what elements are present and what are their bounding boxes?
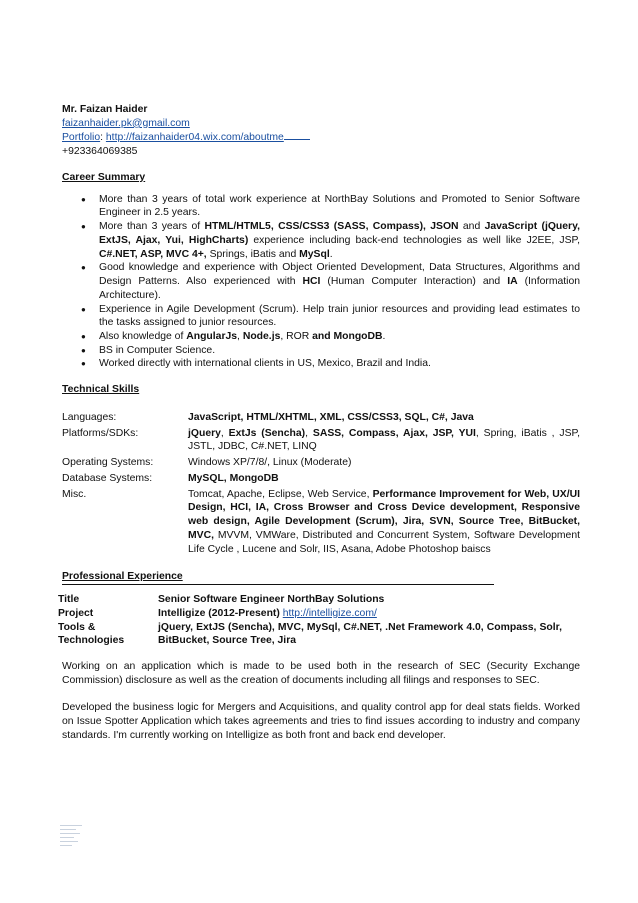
text-run: Experience in Agile Development (Scrum). Help train junior resources and providing lead estimates to the tasks assigned to junior resources. (99, 303, 580, 329)
career-summary-heading: Career Summary (62, 171, 146, 183)
skill-value (188, 472, 580, 488)
technical-skills-table (62, 411, 580, 558)
bold-text-run: HCI (302, 276, 321, 288)
job-project-value: Intelligize (2012-Present) (158, 607, 283, 619)
bold-text-run: Performance Improvement for Web, UX/UI Design, HCI, IA, Cross Browser and Cross Device development, Responsive web design, Agile Development (Scrum), Jira, SVN, Source Tree, BitBucket, MVC, (188, 488, 580, 541)
candidate-name: Mr. Faizan Haider (62, 104, 148, 115)
text-run: , (305, 427, 313, 439)
email-link[interactable]: faizanhaider.pk@gmail.com (62, 117, 190, 129)
text-run: and (458, 221, 485, 233)
text-run: , Spring, iBatis , JSP, JSTL, JDBC, C#.NET, LINQ (188, 427, 581, 453)
skill-label: Platforms/SDKs: (62, 427, 139, 439)
job-tools-row (58, 621, 562, 648)
text-run: Also knowledge of (99, 331, 187, 343)
bold-text-run: ExtJs (Sencha) (228, 427, 306, 439)
bold-text-run: Node.js (242, 331, 281, 343)
bold-text-run: and MongoDB (312, 331, 383, 343)
job-title-value: Senior Software Engineer NorthBay Solutions (158, 594, 385, 606)
text-run: Windows XP/7/8/, Linux (Moderate) (188, 457, 352, 469)
career-summary-item (99, 220, 580, 261)
phone-number: +923364069385 (62, 146, 138, 158)
resume-document (58, 103, 581, 743)
text-run: Springs, iBatis and (206, 248, 300, 260)
text-run: , (237, 331, 243, 343)
career-summary-item (99, 303, 580, 330)
text-run: (Human Computer Interaction) and (320, 276, 508, 288)
skill-label: Database Systems: (62, 472, 153, 484)
career-summary-item (99, 193, 580, 220)
career-summary-item (99, 357, 580, 371)
bold-text-run: MySQL, MongoDB (188, 472, 279, 484)
skill-label: Operating Systems: (62, 457, 154, 469)
text-run: Tomcat, Apache, Eclipse, Web Service, (188, 488, 373, 500)
text-run: (Information Architecture). (99, 276, 581, 301)
text-run: Good knowledge and experience with Object Oriented Development, Data Structures, Algorithms and Design Patterns. Also experienced with (99, 262, 580, 288)
text-run: MVVM, VMWare, Distributed and Concurrent System, Software Development Life Cycle , Lucene and Solr, IIS, Asana, Adobe Photoshop baiscs (188, 529, 580, 555)
skill-row (62, 472, 580, 488)
bold-text-run: IA (507, 276, 518, 288)
text-run: , (220, 427, 229, 439)
portfolio-link[interactable]: http://faizanhaider04.wix.com/aboutme (105, 132, 284, 144)
career-summary-item (99, 344, 580, 358)
skill-row (62, 456, 580, 472)
text-run: , ROR (280, 331, 313, 343)
skill-value (188, 488, 580, 559)
bold-text-run: HTML/HTML5, CSS/CSS3 (SASS, Compass), JSON (204, 221, 459, 233)
text-run: BS in Computer Science. (99, 344, 216, 356)
job-title-row (58, 593, 562, 607)
skill-value (188, 427, 580, 456)
job-summary-table (58, 593, 562, 648)
job-title-label: Title (58, 594, 80, 606)
bold-text-run: SASS, Compass, Ajax, JSP, YUI (312, 427, 476, 439)
skill-row (62, 488, 580, 559)
career-summary-list (62, 193, 580, 372)
page-footer-decoration (60, 825, 82, 853)
job-tools-label: Tools & Technologies (58, 621, 125, 647)
bold-text-run: MySql (299, 248, 330, 260)
skill-label: Misc. (62, 488, 87, 500)
bold-text-run: JavaScript (jQuery, ExtJS, Ajax, Yui, HighCharts) (99, 221, 580, 246)
experience-paragraph: Developed the business logic for Mergers and Acquisitions, and quality control app for deal stats fields. Worked on Issue Spotter Application which takes agreements and tries to find issues according to industry and company standards. I'm currently working on Intelligize as both front and back end developer. (62, 702, 580, 741)
text-run: . (382, 331, 386, 343)
bold-text-run: JavaScript, HTML/XHTML, XML, CSS/CSS3, SQL, C#, Java (188, 411, 474, 423)
skill-row (62, 427, 580, 456)
job-tools-value: jQuery, ExtJS (Sencha), MVC, MySql, C#.NET, .Net Framework 4.0, Compass, Solr, BitBucket, Source Tree, Jira (158, 621, 562, 647)
text-run: Worked directly with international clients in US, Mexico, Brazil and India. (99, 358, 431, 370)
technical-skills-heading: Technical Skills (62, 384, 140, 396)
text-run: . (329, 248, 333, 260)
skill-label: Languages: (62, 411, 117, 423)
skill-value (188, 411, 580, 427)
job-project-label: Project (58, 607, 94, 619)
skill-row (62, 411, 580, 427)
text-run: experience including back-end technologies as well like J2EE, JSP, (248, 234, 580, 246)
skill-value (188, 456, 580, 472)
text-run: More than 3 years of (99, 221, 205, 233)
portfolio-label: Portfolio (62, 132, 101, 144)
career-summary-item (99, 261, 580, 302)
professional-experience-heading: Professional Experience (62, 570, 494, 585)
contact-block (62, 103, 580, 159)
bold-text-run: jQuery (188, 427, 221, 439)
bold-text-run: AngularJs (186, 331, 238, 343)
project-link[interactable]: http://intelligize.com/ (282, 607, 377, 619)
experience-paragraph: Working on an application which is made to be used both in the research of SEC (Security Exchange Commission) disclosure as well as the creation of documents including all filings and responses to SEC. (62, 660, 580, 686)
text-run: More than 3 years of total work experience at NorthBay Solutions and Promoted to Senior Software Engineer in 2.5 years. (99, 193, 580, 219)
job-project-row (58, 607, 562, 621)
portfolio-line: Portfolio: http://faizanhaider04.wix.com/aboutme (62, 130, 580, 145)
career-summary-item (99, 330, 580, 344)
bold-text-run: C#.NET, ASP, MVC 4+, (99, 248, 207, 260)
